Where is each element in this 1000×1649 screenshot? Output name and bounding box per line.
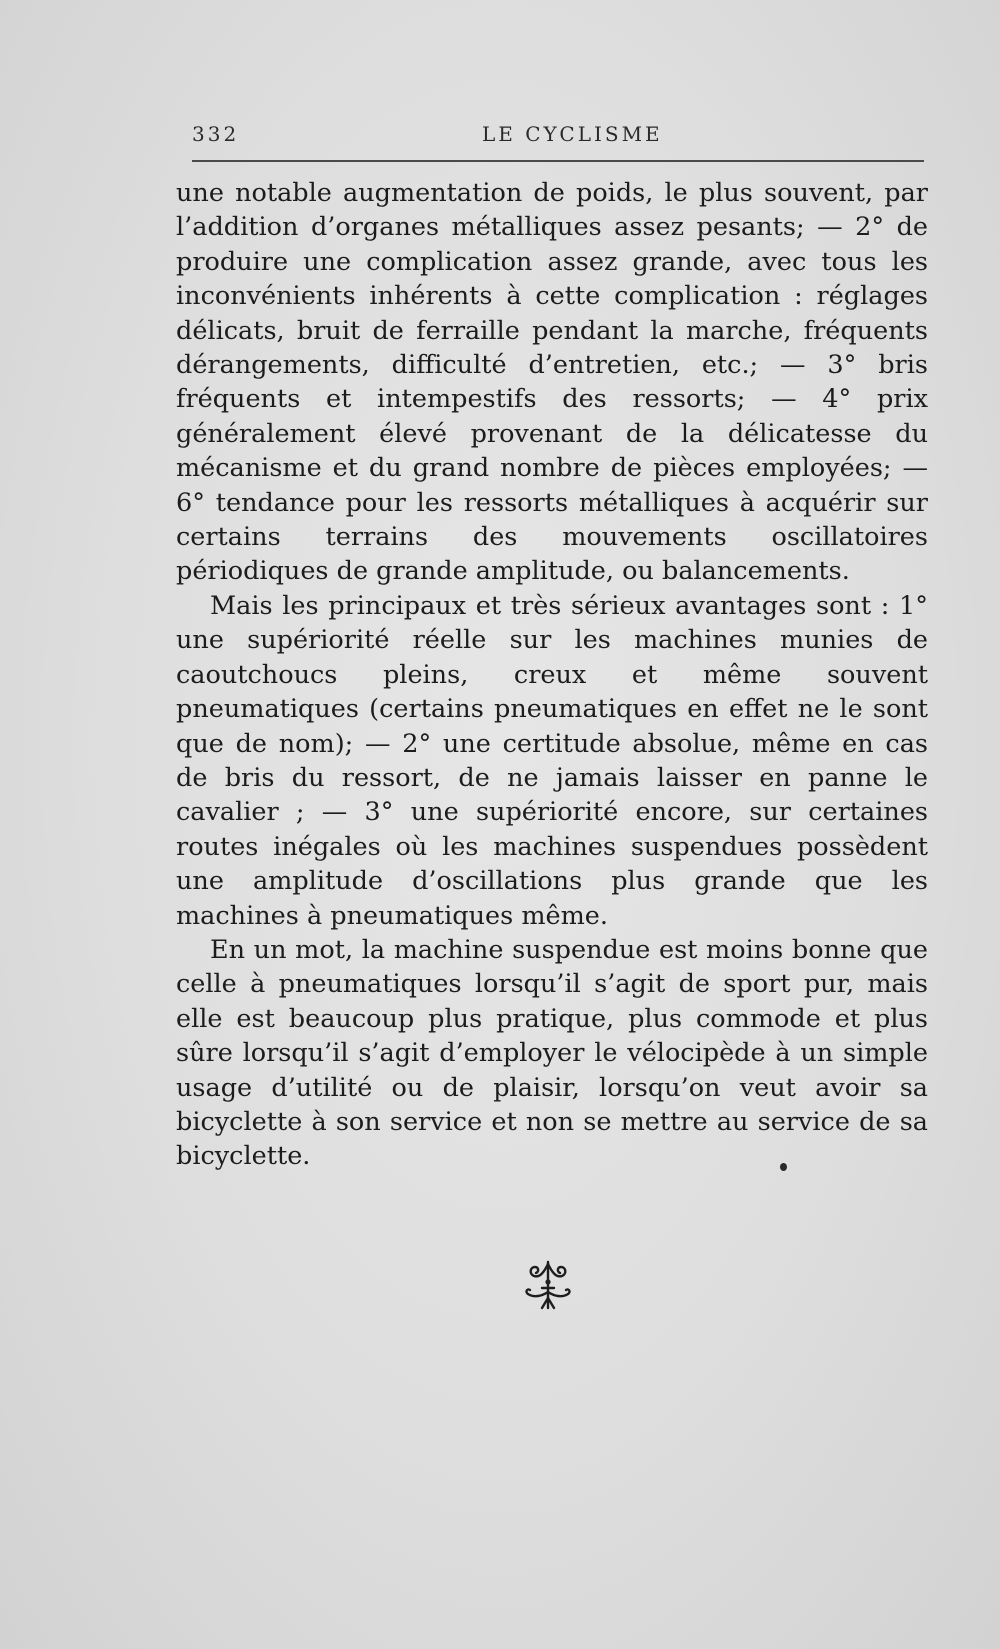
body-text	[176, 176, 928, 1174]
paragraph-conclusion: En un mot, la machine suspendue est moins bonne que celle à pneumatiques lorsqu’il s’agit de sport pur, mais elle est beaucoup plus pratique, plus commode et plus sûre lorsqu’il s’agit d’employer le vélocipède à un simple usage d’utilité ou de plaisir, lorsqu’on veut avoir sa bicyclette à son service et non se mettre au service de sa bicyclette.	[176, 934, 928, 1172]
page-header	[192, 118, 924, 148]
ink-dot	[780, 1163, 787, 1171]
paragraph-advantages: Mais les principaux et très sérieux avantages sont : 1° une supériorité réelle sur les machines munies de caoutchoucs pleins, creux et même souvent pneumatiques (certains pneumatiques en effet ne le sont que de nom); — 2° une certitude absolue, même en cas de bris du ressort, de ne jamais laisser en panne le cavalier ; — 3° une supériorité encore, sur certaines routes inégales où les machines suspendues possèdent une amplitude d’oscillations plus grande que les machines à pneumatiques même.	[176, 590, 928, 931]
page-number: 332	[192, 122, 240, 146]
paragraph-continuation: une notable augmentation de poids, le plus souvent, par l’addition d’organes métalliques assez pesants; — 2° de produire une complication assez grande, avec tous les inconvénients inhérents à cette complication : réglages délicats, bruit de ferraille pendant la marche, fréquents dérangements, difficulté d’entretien, etc.; — 3° bris fréquents et intempestifs des ressorts; — 4° prix généralement élevé provenant de la délicatesse du mécanisme et du grand nombre de pièces employées; — 6° tendance pour les ressorts métalliques à acquérir sur certains terrains des mouvements oscillatoires périodiques de grande amplitude, ou balancements.	[176, 178, 928, 587]
fleuron-ornament-icon	[520, 1258, 576, 1312]
header-rule	[192, 160, 924, 162]
running-title: LE CYCLISME	[482, 122, 663, 146]
